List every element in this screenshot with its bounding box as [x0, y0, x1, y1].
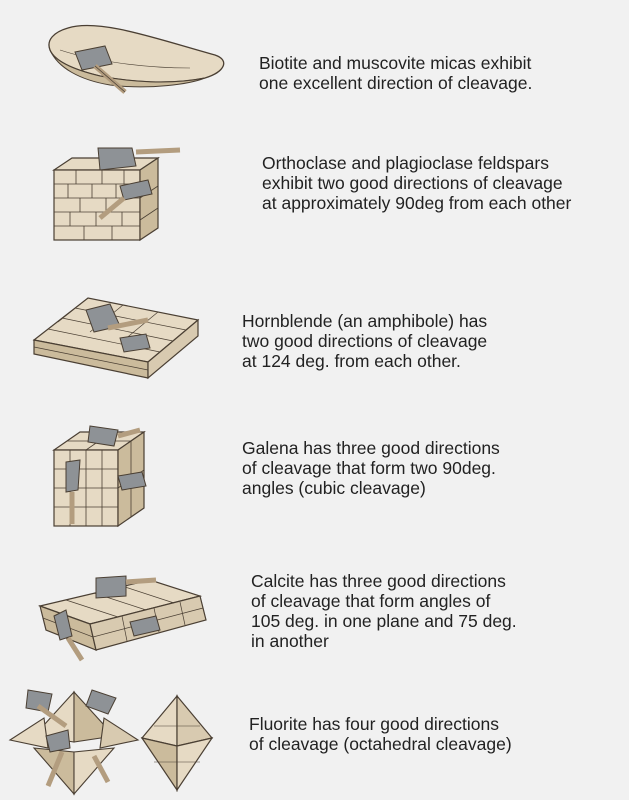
caption-micas: Biotite and muscovite micas exhibit one excellent direction of cleavage.: [259, 53, 533, 93]
calcite-rhomb-illustration: [30, 566, 230, 666]
caption-fluorite: Fluorite has four good directions of cleavage (octahedral cleavage): [249, 714, 512, 754]
caption-hornblende: Hornblende (an amphibole) has two good directions of cleavage at 124 deg. from each other.: [242, 311, 488, 371]
feldspar-block-illustration: [40, 140, 240, 250]
caption-feldspars: Orthoclase and plagioclase feldspars exhibit two good directions of cleavage at approximately 90deg from each other: [262, 153, 572, 213]
caption-calcite: Calcite has three good directions of cleavage that form angles of 105 deg. in one plane and 75 deg. in another: [251, 571, 517, 651]
fluorite-octahedra-illustration: [4, 686, 244, 796]
hornblende-block-illustration: [28, 290, 228, 390]
caption-galena: Galena has three good directions of cleavage that form two 90deg. angles (cubic cleavage): [242, 438, 500, 498]
galena-cube-illustration: [48, 420, 208, 530]
mica-sheet-illustration: [40, 10, 240, 120]
